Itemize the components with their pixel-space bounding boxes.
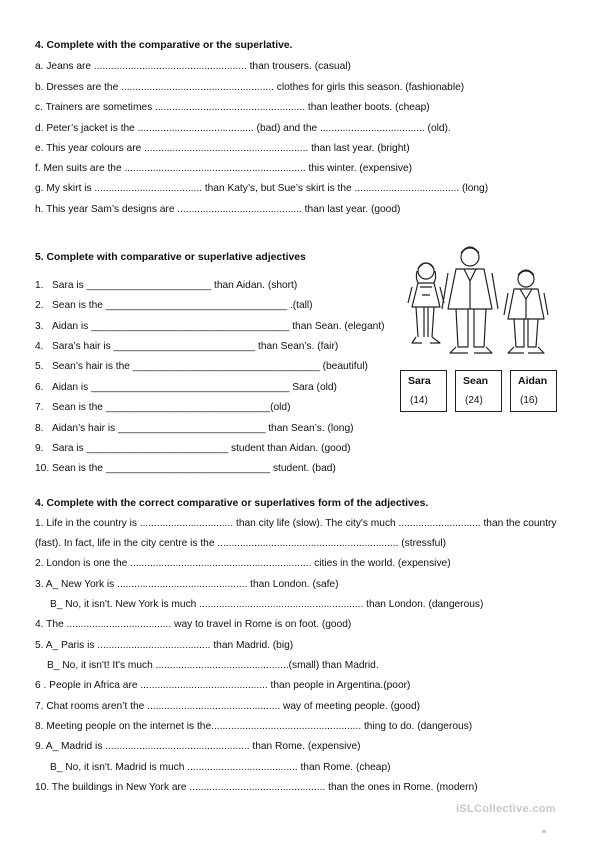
exercise-item	[35, 462, 336, 475]
item-text: Sara is ______________________ than Aidan. (short)	[52, 280, 298, 291]
name-card	[455, 370, 502, 412]
exercise-item: e. This year colours are .......................................................... than last year. (bright)	[35, 143, 410, 154]
watermark-dot	[542, 830, 546, 833]
item-text: Sean is the _____________________________(old)	[52, 402, 291, 413]
item-number: 10.	[35, 463, 50, 474]
exercise-item	[35, 360, 368, 373]
exercise-line: B_ No, it isn't. Madrid is much ....................................... than Rome. (cheap)	[50, 762, 391, 773]
exercise-item: g. My skirt is ...................................... than Katy’s, but Sue’s skirt is the ..................................... (long)	[35, 183, 489, 194]
item-text: Sean is the _____________________________ student. (bad)	[52, 463, 336, 474]
card-age: (16)	[520, 395, 538, 406]
name-card	[510, 370, 557, 412]
card-age: (24)	[465, 395, 483, 406]
exercise-item: c. Trainers are sometimes ..................................................... than leather boots. (cheap)	[35, 102, 430, 113]
exercise-item: f. Men suits are the ................................................................ this winter. (expensive)	[35, 163, 413, 174]
item-number: 4.	[35, 341, 44, 352]
item-number: 8.	[35, 423, 44, 434]
item-text: Sean’s hair is the _________________________________ (beautiful)	[52, 361, 368, 372]
exercise-line: 5. A_ Paris is ........................................ than Madrid. (big)	[35, 640, 294, 651]
exercise-line: B_ No, it isn't. New York is much .......................................................... than London. (dangerous)	[50, 599, 484, 610]
card-age: (14)	[410, 395, 428, 406]
item-text: Aidan is ___________________________________ Sara (old)	[52, 382, 337, 393]
exercise-line: 10. The buildings in New York are ................................................ than the ones in Rome. (modern)	[35, 782, 478, 793]
item-number: 2.	[35, 300, 44, 311]
exercise-item	[35, 299, 313, 312]
item-number: 9.	[35, 443, 44, 454]
exercise-item: h. This year Sam’s designs are ............................................ than last year. (good)	[35, 204, 401, 215]
card-name: Aidan	[518, 375, 548, 387]
exercise-item	[35, 422, 354, 435]
item-text: Aidan is ___________________________________ than Sean. (elegant)	[52, 321, 385, 332]
exercise-line: 3. A_ New York is .............................................. than London. (safe)	[35, 579, 339, 590]
item-number: 3.	[35, 321, 44, 332]
name-card	[400, 370, 447, 412]
watermark: iSLCollective.com	[456, 803, 556, 815]
section5-heading: 5. Complete with comparative or superlative adjectives	[35, 252, 306, 263]
exercise-line: 7. Chat rooms aren’t the ............................................... way of meeting people. (good)	[35, 701, 421, 712]
exercise-line: 2. London is one the ................................................................ cities in the world. (expensive)	[35, 558, 451, 569]
item-number: 1.	[35, 280, 44, 291]
exercise-item	[35, 381, 337, 394]
exercise-line: 4. The ..................................... way to travel in Rome is on foot. (good)	[35, 619, 352, 630]
exercise-line: 8. Meeting people on the internet is the..................................................... thing to do. (dangerous)	[35, 721, 473, 732]
exercise-item	[35, 401, 291, 414]
three-kids-illustration	[404, 243, 552, 357]
item-number: 6.	[35, 382, 44, 393]
item-text: Sara is _________________________ student than Aidan. (good)	[52, 443, 351, 454]
exercise-item	[35, 340, 338, 353]
exercise-line: 9. A_ Madrid is ................................................... than Rome. (expensive)	[35, 741, 361, 752]
card-name: Sean	[463, 375, 489, 387]
exercise-line: 6 . People in Africa are ............................................. than people in Argentina.(poor)	[35, 680, 411, 691]
exercise-item	[35, 279, 297, 292]
exercise-item	[35, 320, 385, 333]
exercise-item: b. Dresses are the ...................................................... clothes for girls this season. (fashionable)	[35, 82, 465, 93]
exercise-line: B_ No, it isn't! It's much ...............................................(small) than Madrid.	[47, 660, 379, 671]
exercise-line: 1. Life in the country is ................................. than city life (slow). The city's much ............................. than the country	[35, 518, 557, 529]
item-text: Sara’s hair is _________________________ than Sean’s. (fair)	[52, 341, 339, 352]
card-name: Sara	[408, 375, 431, 387]
item-number: 7.	[35, 402, 44, 413]
exercise-line: (fast). In fact, life in the city centre is the ................................................................ (stressful)	[35, 538, 447, 549]
section4a-heading: 4. Complete with the comparative or the superlative.	[35, 40, 293, 51]
item-number: 5.	[35, 361, 44, 372]
item-text: Aidan’s hair is __________________________ than Sean’s. (long)	[52, 423, 354, 434]
exercise-item	[35, 442, 351, 455]
item-text: Sean is the ________________________________ .(tall)	[52, 300, 313, 311]
exercise-item: a. Jeans are ...................................................... than trousers. (casual)	[35, 61, 351, 72]
exercise-item: d. Peter’s jacket is the ......................................... (bad) and the ..................................... (old).	[35, 123, 451, 134]
section4b-heading: 4. Complete with the correct comparative or superlatives form of the adjectives.	[35, 498, 429, 509]
